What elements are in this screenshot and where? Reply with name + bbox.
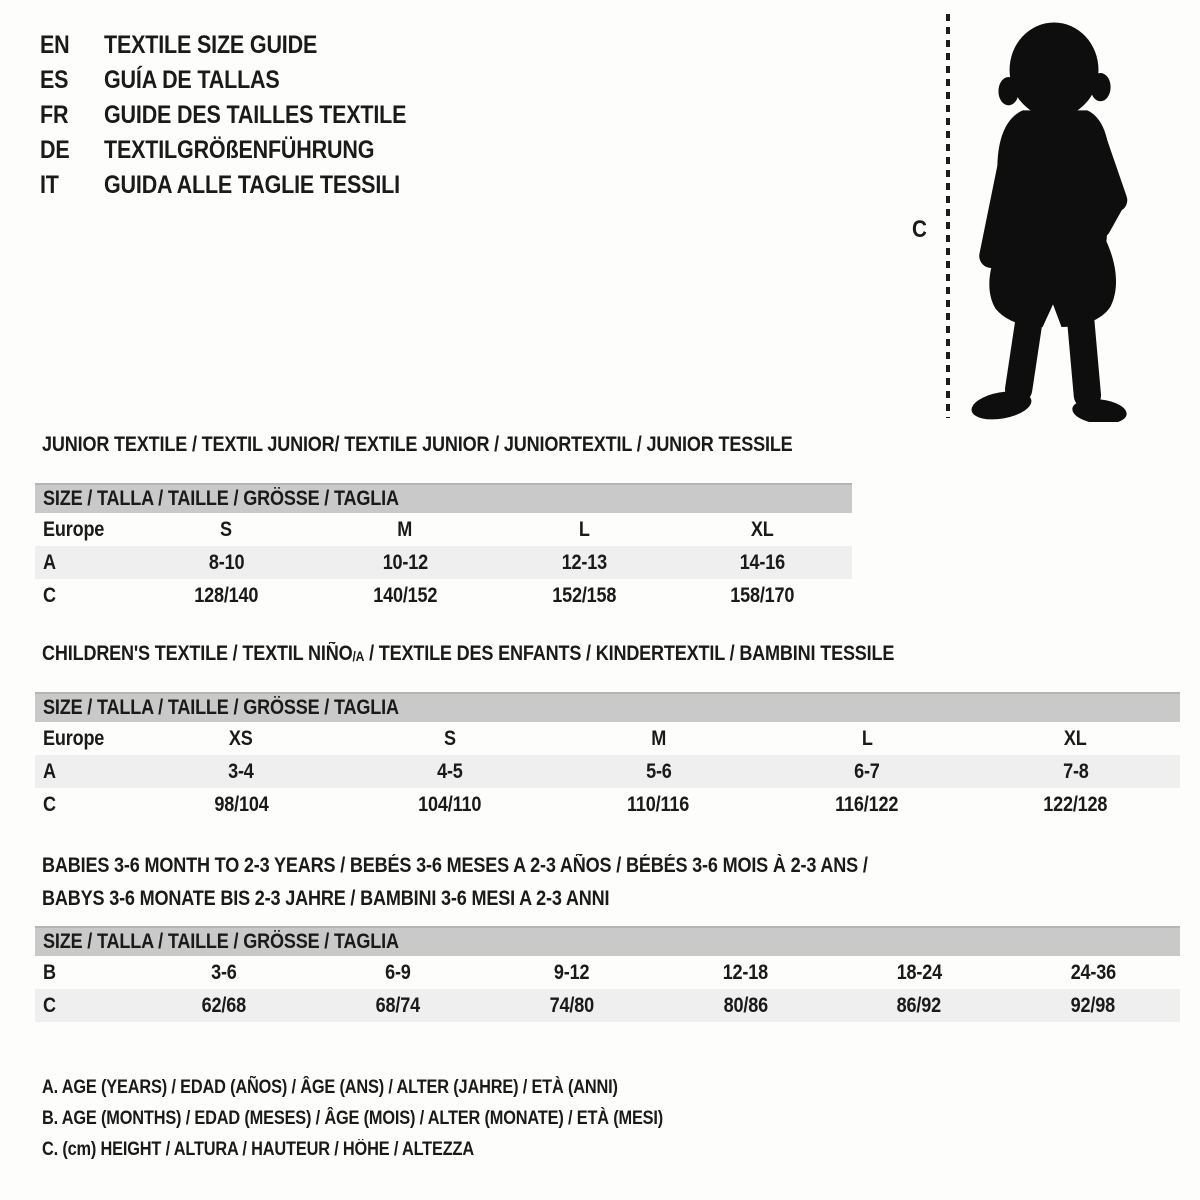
height-label-text: C [912, 216, 927, 243]
size-cell: 6-9 [384, 960, 411, 984]
size-cell: 24-36 [1070, 960, 1116, 984]
size-cell: 110/116 [627, 792, 690, 816]
size-cell: 18-24 [896, 960, 942, 984]
table-row-height [35, 788, 1180, 821]
junior-section-title-text: JUNIOR TEXTILE / TEXTIL JUNIOR/ TEXTILE JUNIOR / JUNIORTEXTIL / JUNIOR TESSILE [42, 433, 793, 456]
height-measure-dashed-line [946, 14, 950, 418]
size-cell: 98/104 [214, 792, 269, 816]
size-cell: 86/92 [897, 993, 942, 1017]
size-header-label: SIZE / TALLA / TAILLE / GRÖSSE / TAGLIA [43, 930, 399, 953]
legend-line-a [42, 1072, 764, 1103]
babies-section-title [42, 849, 1002, 915]
lang-row-it [40, 168, 456, 203]
lang-row-es [40, 63, 456, 98]
lang-row-de [40, 133, 456, 168]
row-label: Europe [43, 726, 105, 750]
row-label: C [43, 993, 56, 1017]
size-cell: M [397, 517, 413, 541]
size-cell: 5-6 [645, 759, 672, 783]
size-cell: 140/152 [373, 583, 438, 607]
lang-title-es: GUÍA DE TALLAS [104, 66, 280, 94]
babies-title-line1: BABIES 3-6 MONTH TO 2-3 YEARS / BEBÉS 3-6 MESES A 2-3 AÑOS / BÉBÉS 3-6 MOIS À 2-3 ANS / [42, 854, 868, 877]
size-cell: 92/98 [1070, 993, 1116, 1017]
language-title-list [40, 28, 456, 203]
size-cell: 152/158 [551, 583, 616, 607]
children-title-sub: /A [352, 648, 365, 664]
size-cell: 9-12 [553, 960, 590, 984]
junior-size-header-bar [35, 483, 852, 513]
size-cell: S [220, 517, 233, 541]
table-row-months [35, 956, 1180, 989]
table-row-europe [35, 513, 852, 546]
size-cell: 8-10 [208, 550, 245, 574]
lang-title-en: TEXTILE SIZE GUIDE [104, 31, 318, 59]
legend [42, 1072, 764, 1165]
babies-title-line2: BABYS 3-6 MONATE BIS 2-3 JAHRE / BAMBINI 3-6 MESI A 2-3 ANNI [42, 887, 610, 910]
size-cell: 116/122 [835, 792, 899, 816]
row-label: C [43, 583, 56, 607]
lang-row-en [40, 28, 456, 63]
lang-code-de: DE [40, 136, 70, 164]
size-cell: 7-8 [1062, 759, 1089, 783]
lang-code-es: ES [40, 66, 69, 94]
children-size-header-bar [35, 692, 1180, 722]
size-cell: 122/128 [1043, 792, 1108, 816]
children-title-pre: CHILDREN'S TEXTILE / TEXTIL NIÑO [42, 642, 353, 665]
size-header-label: SIZE / TALLA / TAILLE / GRÖSSE / TAGLIA [43, 487, 399, 510]
babies-size-header-bar [35, 926, 1180, 956]
babies-size-table [35, 926, 1180, 1022]
lang-title-de: TEXTILGRÖßENFÜHRUNG [104, 136, 375, 164]
lang-code-en: EN [40, 31, 70, 59]
legend-line-a-text: A. AGE (YEARS) / EDAD (AÑOS) / ÂGE (ANS) / ALTER (JAHRE) / ETÀ (ANNI) [42, 1076, 618, 1098]
size-cell: 74/80 [549, 993, 594, 1017]
size-cell: XL [1064, 726, 1088, 750]
lang-title-it: GUIDA ALLE TAGLIE TESSILI [104, 171, 400, 199]
row-label: A [43, 550, 56, 574]
table-row-europe [35, 722, 1180, 755]
size-cell: 12-13 [561, 550, 607, 574]
row-label: B [43, 960, 56, 984]
lang-title-fr: GUIDE DES TAILLES TEXTILE [104, 101, 407, 129]
height-label-c [912, 216, 929, 244]
size-cell: L [578, 517, 590, 541]
legend-line-b-text: B. AGE (MONTHS) / EDAD (MESES) / ÂGE (MOIS) / ALTER (MONATE) / ETÀ (MESI) [42, 1107, 664, 1129]
size-cell: 128/140 [194, 583, 259, 607]
size-cell: 62/68 [201, 993, 247, 1017]
size-cell: 104/110 [418, 792, 482, 816]
size-cell: L [861, 726, 873, 750]
toddler-silhouette-icon [956, 12, 1148, 422]
legend-line-b [42, 1103, 764, 1134]
lang-code-fr: FR [40, 101, 69, 129]
table-row-height [35, 579, 852, 612]
size-cell: 3-6 [211, 960, 237, 984]
children-section-title-text [42, 642, 894, 666]
size-cell: 10-12 [382, 550, 428, 574]
junior-section-title [42, 433, 915, 457]
table-row-age [35, 546, 852, 579]
size-cell: XS [229, 726, 254, 750]
size-cell: 4-5 [437, 759, 463, 783]
children-size-table [35, 692, 1180, 821]
size-cell: 68/74 [375, 993, 420, 1017]
lang-row-fr [40, 98, 456, 133]
table-row-age [35, 755, 1180, 788]
junior-size-table [35, 483, 852, 612]
size-cell: XL [751, 517, 774, 541]
size-header-label: SIZE / TALLA / TAILLE / GRÖSSE / TAGLIA [43, 696, 399, 719]
size-cell: M [651, 726, 666, 750]
row-label: Europe [43, 517, 105, 541]
row-label: A [43, 759, 56, 783]
size-cell: 6-7 [854, 759, 880, 783]
size-cell: 3-4 [228, 759, 255, 783]
legend-line-c [42, 1134, 764, 1165]
size-cell: 80/86 [723, 993, 768, 1017]
legend-line-c-text: C. (cm) HEIGHT / ALTURA / HAUTEUR / HÖHE / ALTEZZA [42, 1138, 474, 1160]
size-cell: 158/170 [730, 583, 795, 607]
size-cell: 14-16 [739, 550, 786, 574]
lang-code-it: IT [40, 171, 59, 199]
table-row-height [35, 989, 1180, 1022]
row-label: C [43, 792, 56, 816]
size-cell: S [443, 726, 456, 750]
size-cell: 12-18 [722, 960, 769, 984]
children-title-post: / TEXTILE DES ENFANTS / KINDERTEXTIL / BAMBINI TESSILE [364, 642, 895, 665]
children-section-title [42, 642, 1033, 666]
